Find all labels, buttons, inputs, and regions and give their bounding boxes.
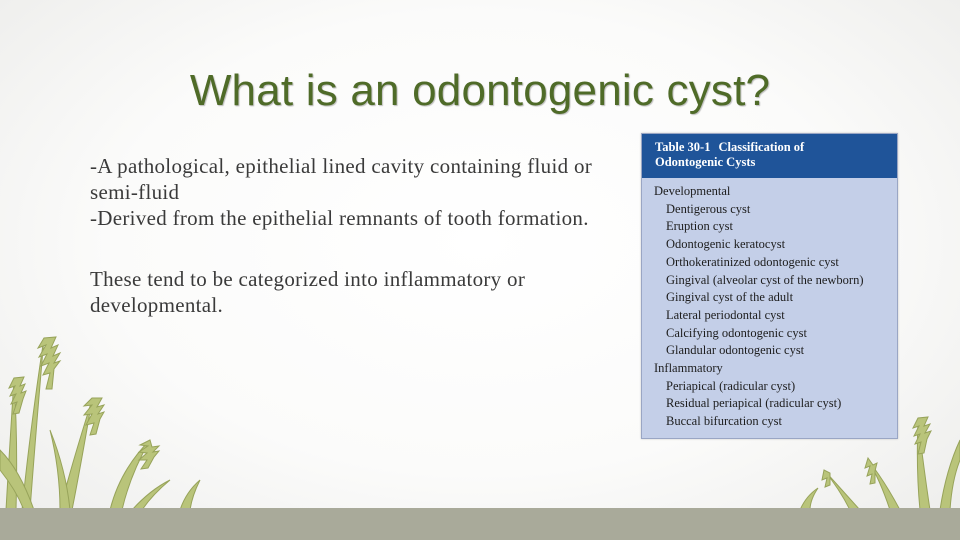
table-row: Residual periapical (radicular cyst) [666, 396, 842, 411]
table-row: Lateral periodontal cyst [666, 307, 785, 322]
table-row: Gingival (alveolar cyst of the newborn) [666, 272, 864, 287]
table-row: Glandular odontogenic cyst [666, 343, 805, 358]
categories-paragraph: These tend to be categorized into inflammatory or developmental. [90, 267, 526, 317]
origin-paragraph: -Derived from the epithelial remnants of tooth formation. [90, 206, 589, 230]
ground-strip [0, 508, 960, 540]
table-row: Dentigerous cyst [666, 201, 751, 216]
table-number: Table 30-1 [655, 140, 711, 154]
slide-title: What is an odontogenic cyst? [189, 66, 771, 115]
slide-body [90, 153, 610, 318]
table-row: Odontogenic keratocyst [666, 237, 786, 252]
table-row: Eruption cyst [666, 219, 734, 234]
table-row: Buccal bifurcation cyst [666, 414, 782, 429]
table-caption-line1: Classification of [718, 140, 805, 154]
definition-paragraph: -A pathological, epithelial lined cavity containing fluid or semi-fluid [90, 154, 593, 204]
table-caption-line2: Odontogenic Cysts [655, 155, 756, 169]
table-body [642, 178, 897, 431]
category-inflammatory: Inflammatory [654, 361, 723, 376]
table-row: Calcifying odontogenic cyst [666, 325, 807, 340]
classification-table [641, 133, 898, 439]
table-row: Gingival cyst of the adult [666, 290, 794, 305]
table-row: Periapical (radicular cyst) [666, 378, 796, 393]
table-header [642, 134, 897, 178]
table-row: Orthokeratinized odontogenic cyst [666, 254, 839, 269]
category-developmental: Developmental [654, 184, 731, 198]
